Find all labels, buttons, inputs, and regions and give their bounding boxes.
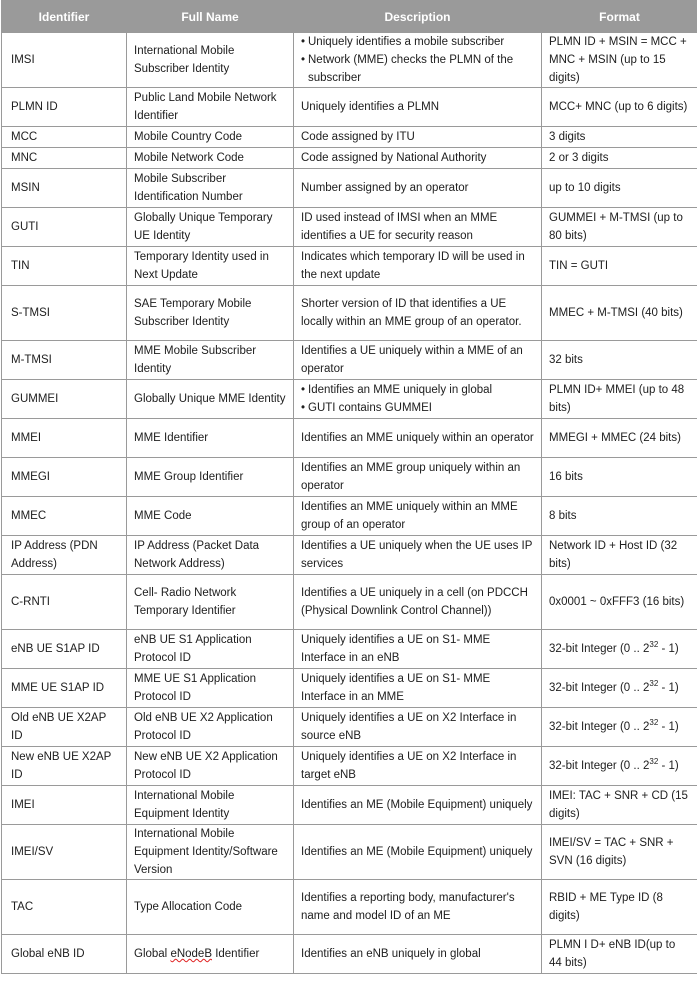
format-exponent: 32 [649,718,659,728]
table-row [2,33,697,88]
format-text: - 1) [658,682,679,694]
cell-identifier: IMEI/SV [2,825,127,880]
cell-description: Identifies an MME uniquely within an operator [294,419,542,458]
cell-full-name: Globally Unique MME Identity [127,380,294,419]
cell-description: Identifies an ME (Mobile Equipment) uniquely [294,786,542,825]
cell-description [294,380,542,419]
cell-format: MMEGI + MMEC (24 bits) [542,419,697,458]
format-text: 32-bit Integer (0 .. 2 [549,643,650,655]
cell-identifier: IP Address (PDN Address) [2,536,127,575]
table-row [2,88,697,127]
cell-description: ID used instead of IMSI when an MME identifies a UE for security reason [294,208,542,247]
cell-format: up to 10 digits [542,169,697,208]
cell-format: PLMN ID+ MMEI (up to 48 bits) [542,380,697,419]
table-row [2,247,697,286]
table-row [2,341,697,380]
cell-format: RBID + ME Type ID (8 digits) [542,880,697,935]
cell-identifier: C-RNTI [2,575,127,630]
description-item: • Uniquely identifies a mobile subscriber [301,33,535,51]
cell-full-name: MME Mobile Subscriber Identity [127,341,294,380]
cell-identifier: MSIN [2,169,127,208]
header-identifier: Identifier [2,1,127,33]
table-row [2,747,697,786]
cell-full-name: MME Group Identifier [127,458,294,497]
cell-full-name: International Mobile Equipment Identity [127,786,294,825]
cell-identifier: IMSI [2,33,127,88]
format-text: 32-bit Integer (0 .. 2 [549,682,650,694]
cell-format: Network ID + Host ID (32 bits) [542,536,697,575]
cell-description: Uniquely identifies a UE on S1- MME Interface in an MME [294,669,542,708]
cell-full-name: Globally Unique Temporary UE Identity [127,208,294,247]
cell-full-name: MME Code [127,497,294,536]
format-exponent: 32 [649,757,659,767]
cell-identifier: GUMMEI [2,380,127,419]
description-item: • Identifies an MME uniquely in global [301,381,535,399]
cell-description: Identifies an ME (Mobile Equipment) uniquely [294,825,542,880]
header-full-name: Full Name [127,1,294,33]
table-row [2,630,697,669]
cell-description: Shorter version of ID that identifies a UE locally within an MME group of an operator. [294,286,542,341]
cell-identifier: GUTI [2,208,127,247]
cell-full-name: Temporary Identity used in Next Update [127,247,294,286]
cell-format: MMEC + M-TMSI (40 bits) [542,286,697,341]
table-row [2,880,697,935]
cell-format: GUMMEI + M-TMSI (up to 80 bits) [542,208,697,247]
cell-identifier: MCC [2,127,127,148]
cell-identifier: Old eNB UE X2AP ID [2,708,127,747]
cell-identifier: MNC [2,148,127,169]
cell-format: 0x0001 ~ 0xFFF3 (16 bits) [542,575,697,630]
cell-format: PLMN ID + MSIN = MCC + MNC + MSIN (up to 15 digits) [542,33,697,88]
table-row [2,786,697,825]
table-row [2,208,697,247]
cell-full-name: Mobile Country Code [127,127,294,148]
cell-identifier: MMEI [2,419,127,458]
cell-full-name: Mobile Subscriber Identification Number [127,169,294,208]
table-row [2,575,697,630]
table-row [2,935,697,974]
format-exponent: 32 [649,640,659,650]
cell-description: Identifies a UE uniquely in a cell (on PDCCH (Physical Downlink Control Channel)) [294,575,542,630]
cell-identifier: MMEGI [2,458,127,497]
table-row [2,669,697,708]
table-row [2,127,697,148]
header-format: Format [542,1,697,33]
cell-description: Identifies a reporting body, manufacturer's name and model ID of an ME [294,880,542,935]
cell-description: Code assigned by ITU [294,127,542,148]
cell-identifier: TAC [2,880,127,935]
cell-description [294,33,542,88]
cell-format: PLMN I D+ eNB ID(up to 44 bits) [542,935,697,974]
name-text: Identifier [212,948,260,960]
format-text: - 1) [658,721,679,733]
table-row [2,708,697,747]
table-row [2,148,697,169]
description-list [301,381,535,417]
cell-full-name: MME UE S1 Application Protocol ID [127,669,294,708]
table-row [2,825,697,880]
cell-format [542,630,697,669]
cell-format [542,747,697,786]
cell-full-name: Mobile Network Code [127,148,294,169]
cell-description: Uniquely identifies a PLMN [294,88,542,127]
cell-format: TIN = GUTI [542,247,697,286]
cell-description: Indicates which temporary ID will be used in the next update [294,247,542,286]
cell-identifier: M-TMSI [2,341,127,380]
cell-full-name: IP Address (Packet Data Network Address) [127,536,294,575]
table-row [2,380,697,419]
cell-description: Identifies an MME uniquely within an MME group of an operator [294,497,542,536]
cell-format: 32 bits [542,341,697,380]
cell-description: Uniquely identifies a UE on X2 Interface in source eNB [294,708,542,747]
cell-identifier: TIN [2,247,127,286]
cell-full-name: Cell- Radio Network Temporary Identifier [127,575,294,630]
cell-full-name: SAE Temporary Mobile Subscriber Identity [127,286,294,341]
cell-description: Number assigned by an operator [294,169,542,208]
cell-full-name: International Mobile Equipment Identity/Software Version [127,825,294,880]
table-row [2,458,697,497]
description-item: • GUTI contains GUMMEI [301,399,535,417]
cell-identifier: IMEI [2,786,127,825]
header-description: Description [294,1,542,33]
cell-full-name: eNB UE S1 Application Protocol ID [127,630,294,669]
description-item: • Network (MME) checks the PLMN of the subscriber [301,51,535,87]
cell-identifier: MMEC [2,497,127,536]
cell-description: Uniquely identifies a UE on S1- MME Interface in an eNB [294,630,542,669]
cell-identifier: New eNB UE X2AP ID [2,747,127,786]
cell-format: 8 bits [542,497,697,536]
format-text: 32-bit Integer (0 .. 2 [549,721,650,733]
format-text: - 1) [658,760,679,772]
cell-full-name [127,935,294,974]
table-row [2,536,697,575]
table-row [2,169,697,208]
format-text: - 1) [658,643,679,655]
cell-identifier: S-TMSI [2,286,127,341]
table-row [2,286,697,341]
name-text: Global [134,948,171,960]
cell-format: IMEI/SV = TAC + SNR + SVN (16 digits) [542,825,697,880]
cell-full-name: Old eNB UE X2 Application Protocol ID [127,708,294,747]
cell-full-name: Public Land Mobile Network Identifier [127,88,294,127]
format-exponent: 32 [649,679,659,689]
cell-format: IMEI: TAC + SNR + CD (15 digits) [542,786,697,825]
cell-format: MCC+ MNC (up to 6 digits) [542,88,697,127]
cell-format: 3 digits [542,127,697,148]
cell-identifier: eNB UE S1AP ID [2,630,127,669]
header-row [2,1,697,33]
cell-full-name: International Mobile Subscriber Identity [127,33,294,88]
cell-description: Identifies a UE uniquely within a MME of an operator [294,341,542,380]
identifier-table [1,0,697,974]
cell-identifier: MME UE S1AP ID [2,669,127,708]
cell-description: Code assigned by National Authority [294,148,542,169]
format-text: 32-bit Integer (0 .. 2 [549,760,650,772]
cell-description: Identifies an eNB uniquely in global [294,935,542,974]
cell-full-name: New eNB UE X2 Application Protocol ID [127,747,294,786]
cell-description: Identifies a UE uniquely when the UE uses IP services [294,536,542,575]
cell-description: Uniquely identifies a UE on X2 Interface in target eNB [294,747,542,786]
cell-format: 16 bits [542,458,697,497]
description-list [301,33,535,87]
table-row [2,497,697,536]
cell-description: Identifies an MME group uniquely within an operator [294,458,542,497]
cell-identifier: PLMN ID [2,88,127,127]
cell-format: 2 or 3 digits [542,148,697,169]
cell-format [542,708,697,747]
spellcheck-word: eNodeB [170,948,212,960]
cell-identifier: Global eNB ID [2,935,127,974]
cell-full-name: MME Identifier [127,419,294,458]
table-row [2,419,697,458]
cell-full-name: Type Allocation Code [127,880,294,935]
cell-format [542,669,697,708]
